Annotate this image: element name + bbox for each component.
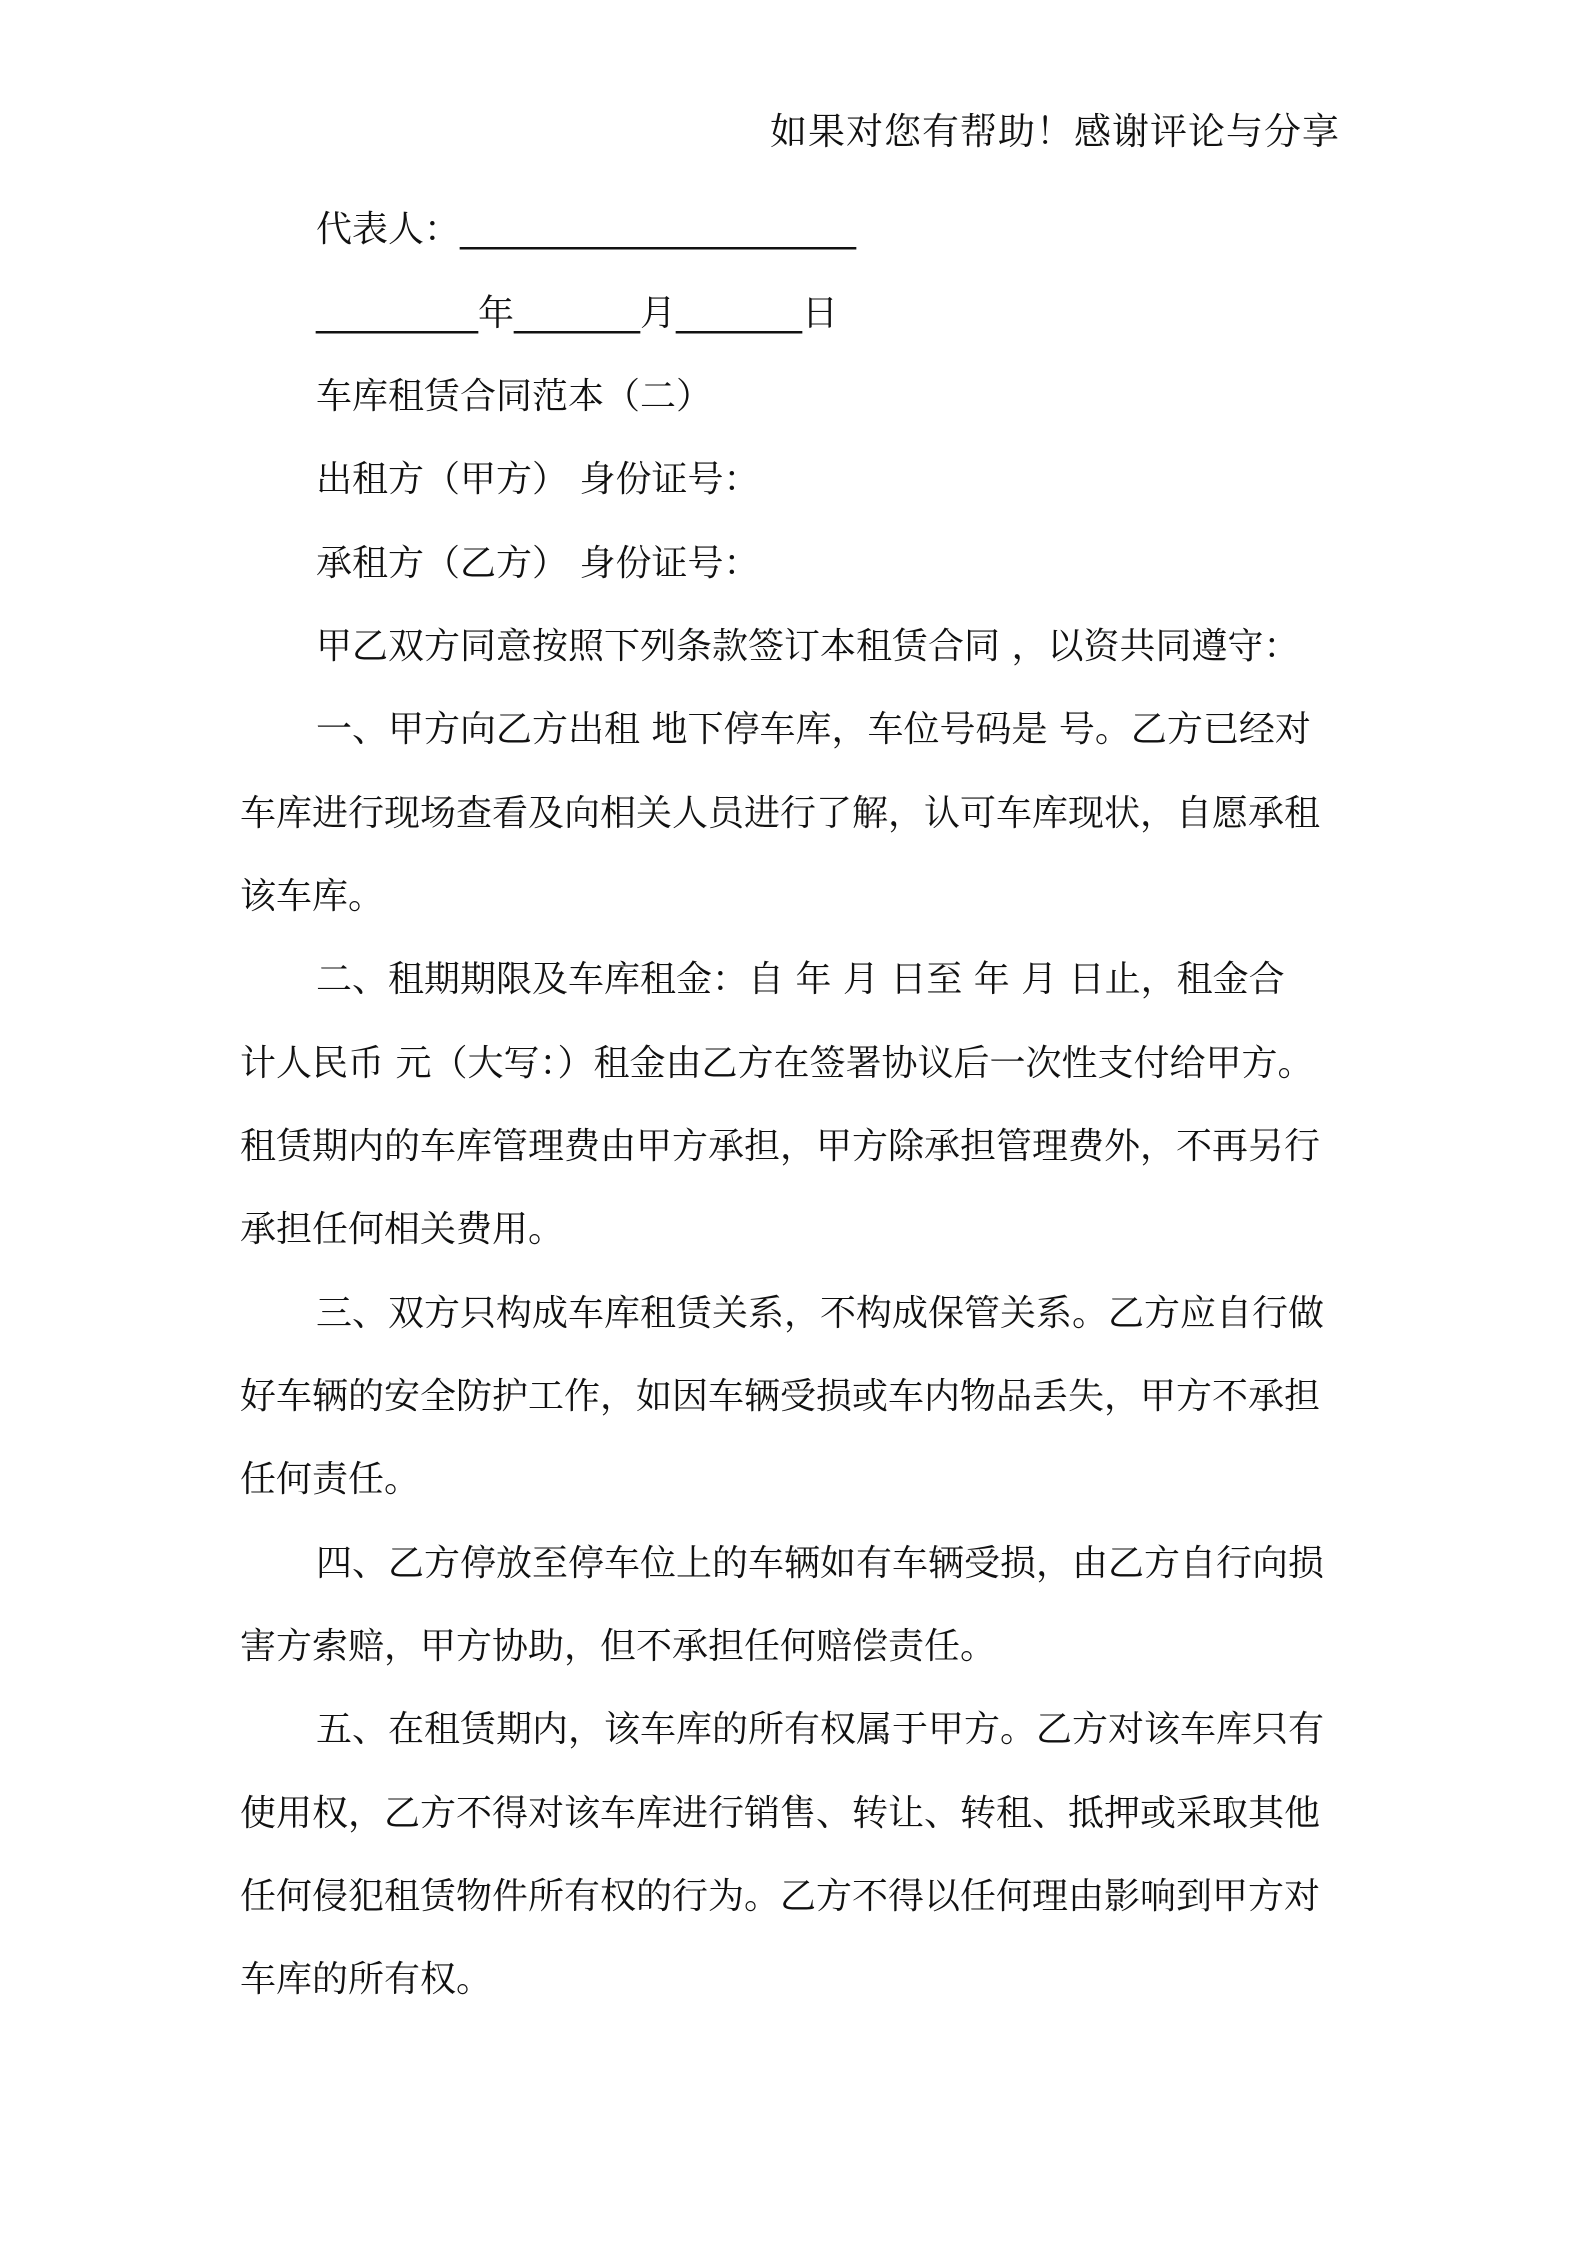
header-note: 如果对您有帮助！感谢评论与分享 <box>770 110 1340 153</box>
clause-3-line-3: 任何责任。 <box>240 1459 421 1500</box>
clause-4-line-2: 害方索赔，甲方协助，但不承担任何赔偿责任。 <box>240 1626 997 1667</box>
clause-3-line-1: 三、双方只构成车库租赁关系，不构成保管关系。乙方应自行做 <box>316 1293 1325 1334</box>
clause-2-line-4: 承担任何相关费用。 <box>240 1209 565 1250</box>
representative-line: 代表人：______________________ <box>316 209 857 250</box>
clause-1-line-1: 一、甲方向乙方出租 地下停车库，车位号码是 号。乙方已经对 <box>316 709 1311 750</box>
clause-1-line-2: 车库进行现场查看及向相关人员进行了解，认可车库现状，自愿承租 <box>240 793 1321 834</box>
date-line: _________年_______月_______日 <box>316 293 838 334</box>
contract-title: 车库租赁合同范本（二） <box>316 376 713 417</box>
clause-2-line-2: 计人民币 元（大写：）租金由乙方在签署协议后一次性支付给甲方。 <box>240 1043 1314 1084</box>
clause-5-line-2: 使用权，乙方不得对该车库进行销售、转让、转租、抵押或采取其他 <box>240 1793 1321 1834</box>
clause-5-line-3: 任何侵犯租赁物件所有权的行为。乙方不得以任何理由影响到甲方对 <box>240 1876 1321 1917</box>
clause-3-line-2: 好车辆的安全防护工作，如因车辆受损或车内物品丢失，甲方不承担 <box>240 1376 1321 1417</box>
lessor-line: 出租方（甲方） 身份证号： <box>316 459 760 500</box>
clause-2-line-1: 二、租期期限及车库租金：自 年 月 日至 年 月 日止，租金合 <box>316 959 1285 1000</box>
lessee-line: 承租方（乙方） 身份证号： <box>316 543 760 584</box>
clause-2-line-3: 租赁期内的车库管理费由甲方承担，甲方除承担管理费外，不再另行 <box>240 1126 1321 1167</box>
clause-5-line-1: 五、在租赁期内，该车库的所有权属于甲方。乙方对该车库只有 <box>316 1709 1325 1750</box>
clause-4-line-1: 四、乙方停放至停车位上的车辆如有车辆受损，由乙方自行向损 <box>316 1543 1325 1584</box>
clause-1-line-3: 该车库。 <box>240 876 385 917</box>
clause-5-line-4: 车库的所有权。 <box>240 1959 493 2000</box>
preamble-line: 甲乙双方同意按照下列条款签订本租赁合同 ，以资共同遵守： <box>316 626 1300 667</box>
